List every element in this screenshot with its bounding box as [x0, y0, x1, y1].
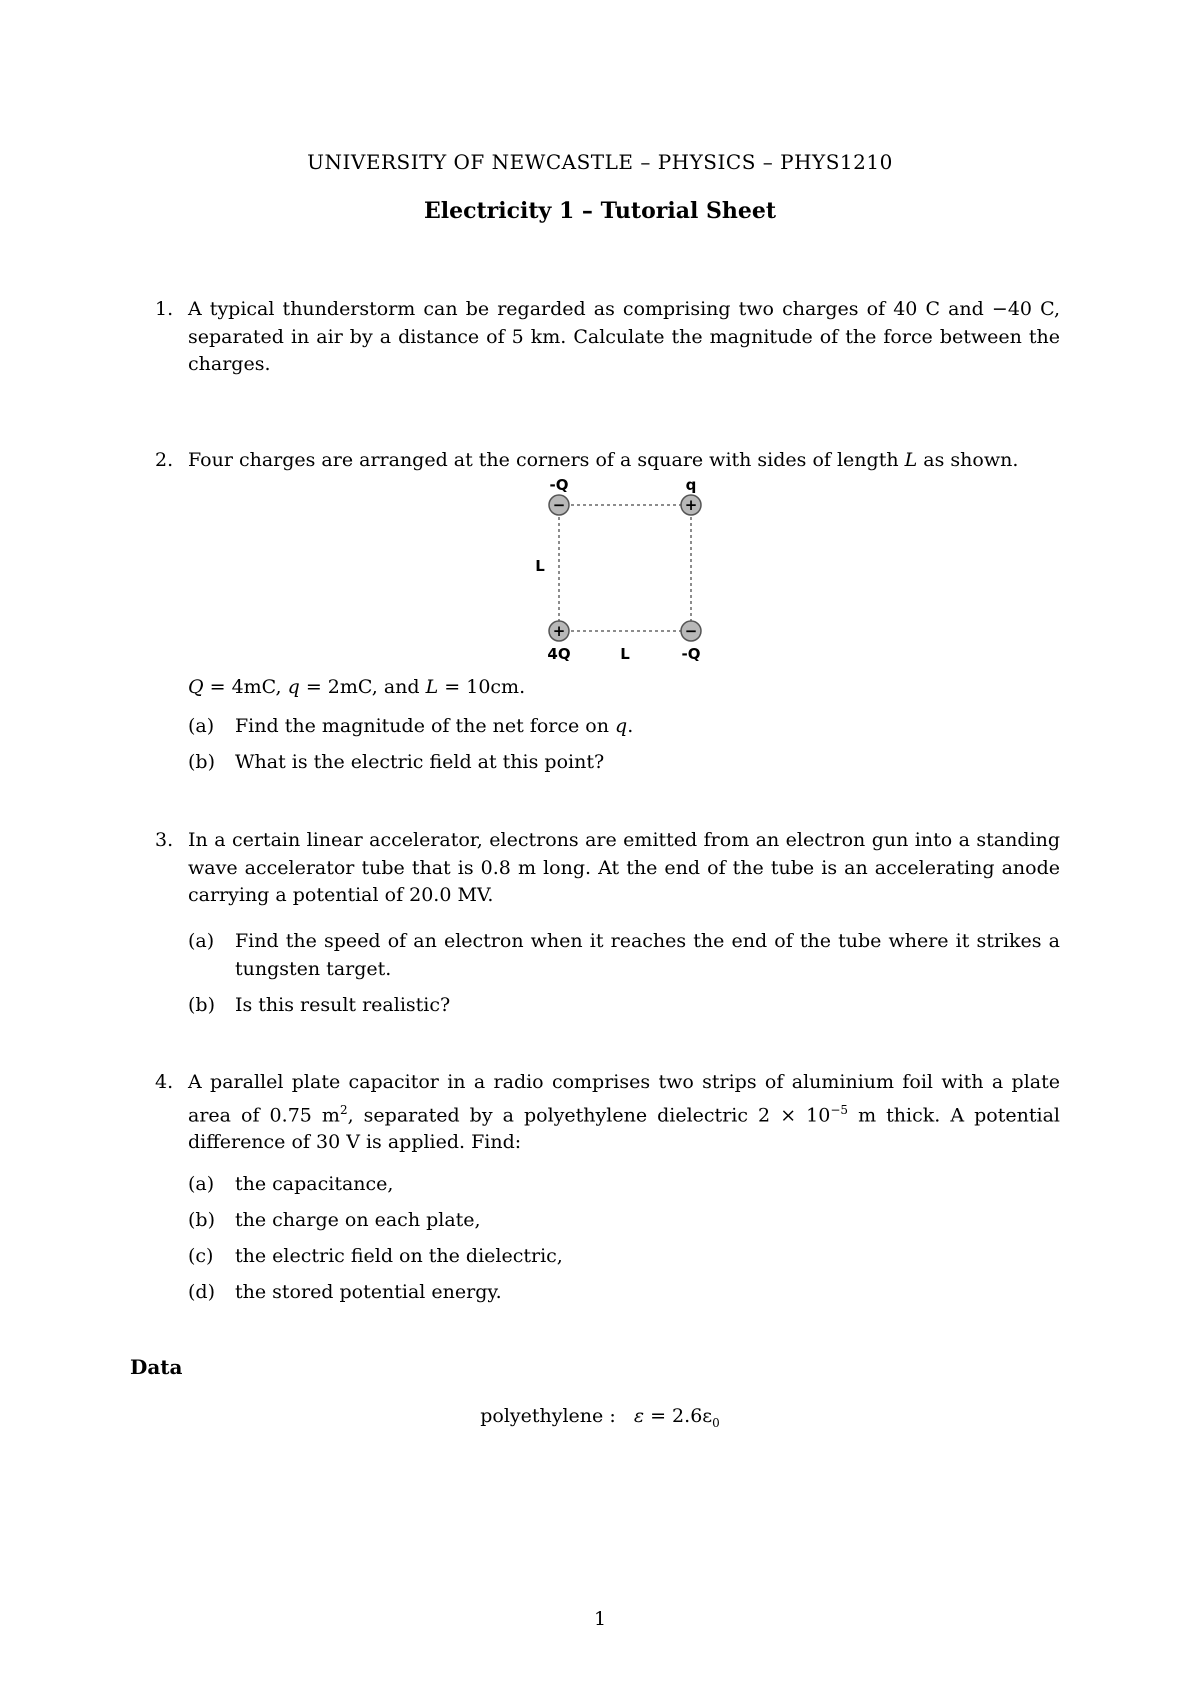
- svg-text:−: −: [552, 496, 566, 514]
- charge-top-left: [549, 495, 569, 515]
- question-2: [155, 447, 1060, 475]
- label-top-left: -Q: [549, 476, 569, 494]
- question-4-part-c: (c) the electric field on the dielectric,: [188, 1245, 563, 1267]
- page-title: Electricity 1 – Tutorial Sheet: [423, 198, 777, 224]
- question-4-part-d: (d) the stored potential energy.: [188, 1281, 502, 1303]
- question-text: A typical thunderstorm can be regarded as comprising two charges of 40 C and −40 C, separated in air by a distance of 5 km. Calculate the magnitude of the force between the charges.: [188, 298, 1060, 375]
- label-bottom-length: L: [620, 645, 630, 663]
- question-number: 3.: [155, 829, 174, 851]
- question-text: Four charges are arranged at the corners of a square with sides of length L as shown.: [188, 449, 1019, 471]
- charge-bottom-left: [549, 621, 569, 641]
- question-3-part-a: (a) Find the speed of an electron when it reaches the end of the tube where it strikes a tungsten target.: [188, 930, 1060, 980]
- svg-text:+: +: [684, 496, 698, 514]
- label-bottom-right: -Q: [681, 645, 701, 663]
- data-polyethylene: polyethylene : $\varepsilon = 2.6\varepsilon_0$: [480, 1405, 720, 1430]
- course-header: UNIVERSITY OF NEWCASTLE – PHYSICS – PHYS1210: [307, 150, 893, 174]
- question-4: [155, 1069, 1060, 1157]
- question-2-part-a: (a) Find the magnitude of the net force on q.: [188, 715, 634, 737]
- question-3-part-b: (b) Is this result realistic?: [188, 994, 451, 1016]
- charge-top-right: [681, 495, 701, 515]
- label-top-right: q: [685, 476, 697, 494]
- svg-text:+: +: [552, 622, 566, 640]
- question-1: [155, 296, 1060, 379]
- data-heading: Data: [130, 1355, 183, 1379]
- question-4-part-b: (b) the charge on each plate,: [188, 1209, 481, 1231]
- given-values: Q = 4mC, q = 2mC, and L = 10cm.: [188, 676, 526, 698]
- question-text: In a certain linear accelerator, electrons are emitted from an electron gun into a standing wave accelerator tube that is 0.8 m long. At the end of the tube is an accelerating anode carrying a potential of 20.0 MV.: [188, 829, 1060, 906]
- question-4-part-a: (a) the capacitance,: [188, 1173, 394, 1195]
- label-bottom-left: 4Q: [547, 645, 571, 663]
- page-number: 1: [593, 1608, 607, 1630]
- label-side-length: L: [535, 557, 545, 575]
- question-number: 4.: [155, 1071, 174, 1093]
- question-number: 2.: [155, 449, 174, 471]
- question-text: A parallel plate capacitor in a radio comprises two strips of aluminium foil with a plate area of 0.75 $m^2$, separated by a polyethylene dielectric $2 \times 10^{-5}$ m thick. A potential difference of 30 V is applied. Find:: [188, 1071, 1060, 1154]
- svg-text:−: −: [684, 622, 698, 640]
- question-2-part-b: (b) What is the electric field at this point?: [188, 751, 605, 773]
- question-number: 1.: [155, 298, 174, 320]
- question-3: [155, 827, 1060, 910]
- charge-bottom-right: [681, 621, 701, 641]
- charge-square-diagram: [525, 475, 715, 665]
